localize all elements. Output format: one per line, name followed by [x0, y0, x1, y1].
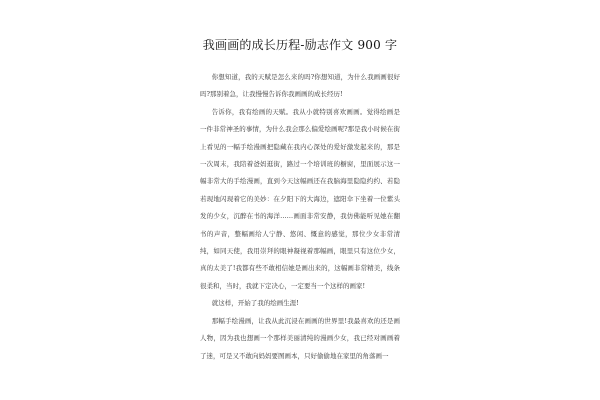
paragraph: 你想知道，我的天赋是怎么来的吗?你想知道，为什么我画画很好吗?那别着急，让我慢慢告诉你我画画的成长经历! [200, 73, 400, 99]
paragraph: 就这样，开始了我的绘画生涯! [211, 299, 299, 308]
paragraph: 那幅手绘漫画，让我从此沉浸在画画的世界里!我最喜欢的还是画人物，因为我也想画一个那样美丽清纯的漫画少女，我已经对画画着了迷，可是又不敢向妈妈要图画本，只好偷偷地在家里的角落画一 [200, 316, 400, 360]
document-title: 我画画的成长历程-励志作文 900 字 [202, 38, 398, 52]
paragraph: 告诉你，我有绘画的天赋。我从小就特别喜欢画画。觉得绘画是一件非常神圣的事情，为什么我会那么偏爱绘画呢?那是我小时候在街上看见的一幅手绘漫画把隐藏在我内心深处的爱好激发起来的，那是一次周末，我陪着爸妈逛街，路过一个培训班的橱窗，里面展示这一幅非常大的手绘漫画，直到今天这幅画还在我脑海里隐隐约约、若隐若现地闪现着它的美妙：在夕阳下的大海边，遮阳伞下坐着一位紫头发的少女，沉醉在书的海洋……画面非常安静，我仿佛能听见她在翻书的声音，整幅画给人宁静、悠闲、慨意的感觉，那位少女非常清纯，如同天使，我用崇拜的眼神凝视着那幅画，眼里只有这位少女，真的太美了!我都有些不敢相信她是画出来的，这幅画非常精美，线条很柔和，当时，我就下定决心，一定要当一个这样的画家! [200, 107, 400, 290]
document-body [200, 69, 400, 365]
